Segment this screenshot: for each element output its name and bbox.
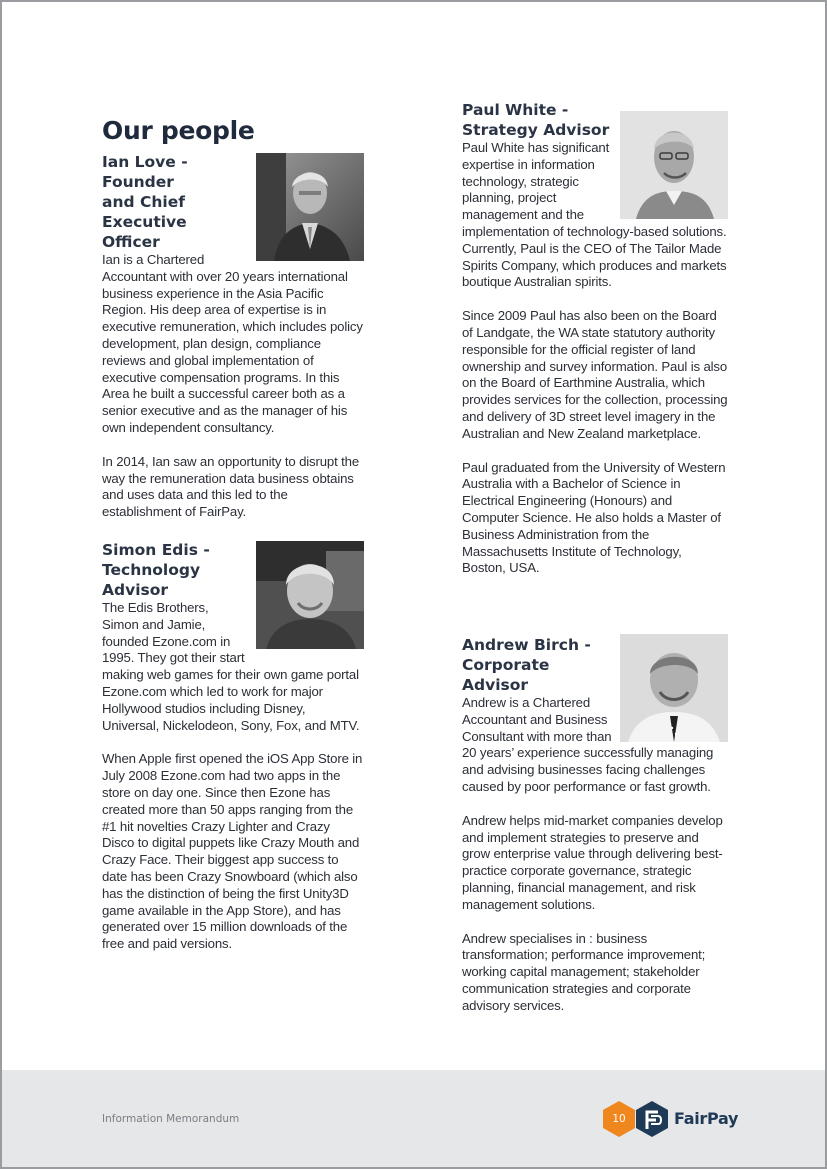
fairpay-logo	[635, 1101, 745, 1137]
page-number: 10	[612, 1113, 626, 1125]
page-title: Our people	[102, 115, 255, 145]
simon-edis-bio-1: The Edis Brothers, Simon and Jamie, founded Ezone.com in 1995. They got their start making web games for their own game portal Ezone.com which led to work for major Hollywood studios including Disney, Universal, Nickelodeon, Sony, Fox, and MTV.	[102, 600, 360, 733]
andrew-birch-bio-1: Andrew is a Chartered Accountant and Business Consultant with more than 20 years’ experience successfully managing and advising businesses facing challenges caused by poor performance or fast growth.	[462, 695, 714, 794]
ian-love-name: Ian Love - Founder and Chief Executive Officer	[102, 153, 188, 251]
ian-love-photo	[256, 153, 364, 261]
page-footer	[2, 1070, 825, 1167]
simon-edis-photo	[256, 541, 364, 649]
paul-white-photo	[620, 111, 728, 219]
fairpay-wordmark: FairPay	[674, 1109, 739, 1128]
andrew-birch-bio-2: Andrew helps mid-market companies develop and implement strategies to preserve and grow enterprise value through delivering best-practice corporate governance, strategic planning, financial management, and risk management solutions.	[462, 812, 723, 912]
paul-white-bio-2: Since 2009 Paul has also been on the Board of Landgate, the WA state statutory authority responsible for the official register of land ownership and survey information. Paul is also on the Board of Earthmine Australia, which provides services for the collection, processing and delivery of 3D street level imagery in the Australian and New Zealand marketplace.	[462, 308, 728, 441]
andrew-birch-bio-3: Andrew specialises in : business transformation; performance improvement; working capital management; stakeholder communication strategies and corporate advisory services.	[462, 930, 706, 1013]
ian-love-bio-1: Ian is a Chartered Accountant with over 20 years international business experience in the Asia Pacific Region. His deep area of expertise is in executive remuneration, which includes policy development, plan design, compliance reviews and global implementation of executive compensation programs. In this Area he built a successful career both as a senior executive and as the manager of his own independent consultancy.	[102, 252, 363, 435]
profile-ian-love	[102, 152, 364, 538]
ian-love-bio-2: In 2014, Ian saw an opportunity to disrupt the way the remuneration data business obtains and uses data and this led to the establishment of FairPay.	[102, 453, 360, 520]
fairpay-hexagon-icon	[635, 1101, 669, 1137]
paul-white-bio-1: Paul White has significant expertise in information technology, strategic planning, project management and the implementation of technology-based solutions. Currently, Paul is the CEO of The Tailor Made Spirits Company, which produces and markets boutique Australian spirits.	[462, 140, 727, 290]
page-number-badge	[602, 1101, 636, 1137]
footer-label: Information Memorandum	[102, 1113, 240, 1125]
paul-white-name: Paul White - Strategy Advisor	[462, 101, 610, 139]
profile-andrew-birch	[462, 635, 728, 1032]
profile-simon-edis	[102, 540, 364, 970]
andrew-birch-photo	[620, 634, 728, 742]
simon-edis-bio-2: When Apple first opened the iOS App Store in July 2008 Ezone.com had two apps in the store on day one. Since then Ezone has created more than 50 apps ranging from the #1 hit novelties Crazy Lighter and Crazy Disco to digital puppets like Crazy Mouth and Crazy Face. Their biggest app success to date has been Crazy Snowboard (which also has the distinction of being the first Unity3D game available in the App Store), and has generated over 15 million downloads of the free and paid versions.	[102, 751, 363, 952]
paul-white-bio-3: Paul graduated from the University of Western Australia with a Bachelor of Science in Electrical Engineering (Honours) and Computer Science. He also holds a Master of Business Administration from the Massachusetts Institute of Technology, Boston, USA.	[462, 459, 726, 576]
simon-edis-name: Simon Edis - Technology Advisor	[102, 541, 210, 599]
andrew-birch-name: Andrew Birch - Corporate Advisor	[462, 636, 591, 694]
profile-paul-white	[462, 100, 728, 594]
